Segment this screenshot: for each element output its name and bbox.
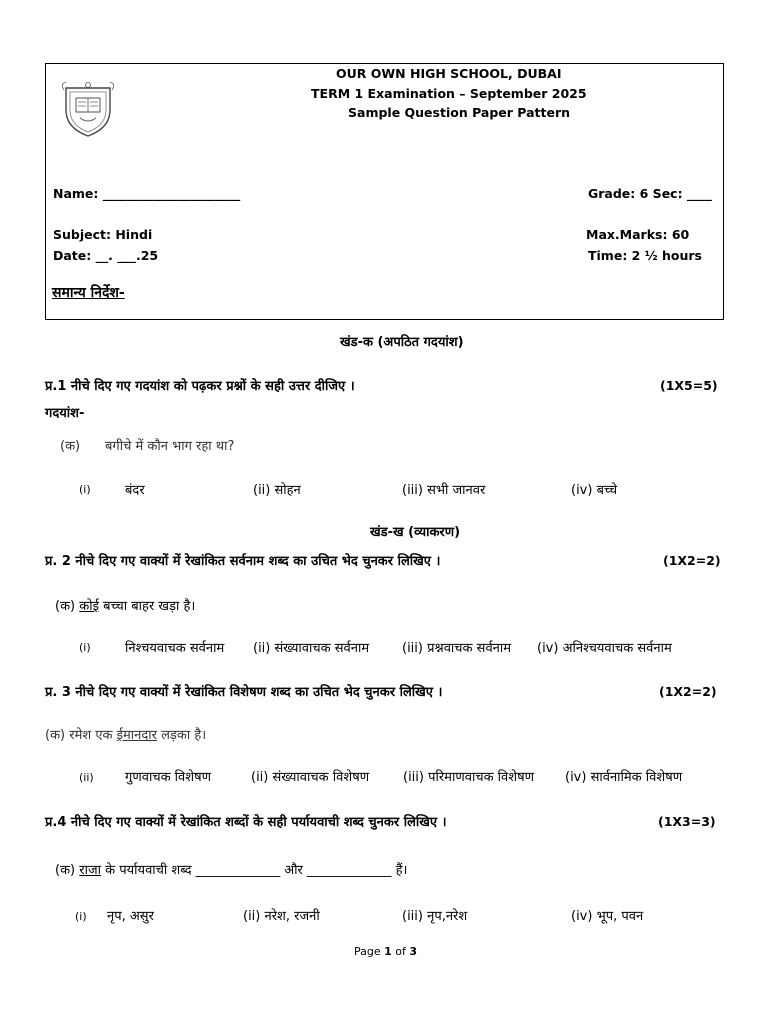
question-4-text: प्र.4 नीचे दिए गए वाक्यों में रेखांकित शब्दों के सही पर्यायवाची शब्द चुनकर लिखिए ।	[45, 815, 447, 830]
question-3-marks: (1X2=2)	[659, 684, 717, 699]
q4-option-i: नृप, असुर	[107, 909, 154, 924]
q2-option-iii: (iii) प्रश्नवाचक सर्वनाम	[402, 641, 512, 656]
page-of: of	[395, 945, 406, 958]
q4-sub-prefix: (क)	[55, 863, 76, 878]
section-b-title: खंड-ख (व्याकरण)	[370, 525, 461, 540]
q2-sub-rest: बच्चा बाहर खड़ा है।	[103, 599, 196, 614]
question-2-marks: (1X2=2)	[663, 553, 721, 568]
q1-option-iv: (iv) बच्चे	[571, 483, 618, 498]
q4-underlined-word: राजा	[79, 863, 101, 878]
max-marks: Max.Marks: 60	[586, 227, 690, 242]
page-prefix: Page	[354, 945, 381, 958]
q3-option-ii: (ii) संख्यावाचक विशेषण	[251, 770, 370, 785]
page-current: 1	[384, 945, 392, 958]
school-name: OUR OWN HIGH SCHOOL, DUBAI	[336, 66, 562, 81]
q2-option-ii: (ii) संख्यावाचक सर्वनाम	[253, 641, 370, 656]
q2-sub-question	[55, 596, 195, 614]
date-field: Date: __. ___.25	[53, 248, 159, 263]
section-a-title: खंड-क (अपठित गदयांश)	[340, 335, 464, 350]
q4-option-iv: (iv) भूप, पवन	[571, 909, 644, 924]
question-1-text: प्र.1 नीचे दिए गए गदयांश को पढ़कर प्रश्नों के सही उत्तर दीजिए ।	[45, 379, 355, 394]
page-number	[354, 945, 417, 958]
page-total: 3	[409, 945, 418, 958]
q3-option-i: गुणवाचक विशेषण	[125, 770, 212, 785]
q2-option-i-label: (i)	[79, 641, 91, 654]
subject-field: Subject: Hindi	[53, 227, 153, 242]
q3-sub-question	[45, 725, 206, 743]
q4-sub-rest: के पर्यायवाची शब्द _____________ और _____________ हैं।	[105, 863, 408, 878]
question-4-marks: (1X3=3)	[658, 814, 716, 829]
q1-sub-question: बगीचे में कौन भाग रहा था?	[105, 439, 235, 454]
q1-option-ii: (ii) सोहन	[253, 483, 301, 498]
q2-sub-prefix: (क)	[55, 599, 76, 614]
q1-option-i: बंदर	[125, 483, 145, 498]
paper-pattern: Sample Question Paper Pattern	[348, 105, 571, 120]
general-instructions: समान्य निर्देश-	[52, 285, 125, 301]
q2-underlined-word: कोई	[79, 599, 100, 614]
q4-sub-question	[55, 860, 407, 878]
q4-option-iii: (iii) नृप,नरेश	[402, 909, 468, 924]
q3-option-iv: (iv) सार्वनामिक विशेषण	[565, 770, 683, 785]
q1-option-i-label: (i)	[79, 483, 91, 496]
q2-option-iv: (iv) अनिश्चयवाचक सर्वनाम	[537, 641, 672, 656]
question-3-text: प्र. 3 नीचे दिए गए वाक्यों में रेखांकित विशेषण शब्द का उचित भेद चुनकर लिखिए ।	[45, 685, 443, 700]
time-field: Time: 2 ½ hours	[588, 248, 702, 263]
name-field: Name: ______________________	[53, 186, 241, 201]
q3-sub-prefix: (क) रमेश एक	[45, 728, 113, 743]
grade-field: Grade: 6 Sec: ____	[588, 186, 712, 201]
q1-option-iii: (iii) सभी जानवर	[402, 483, 486, 498]
exam-title: TERM 1 Examination – September 2025	[311, 86, 587, 101]
q3-option-iii: (iii) परिमाणवाचक विशेषण	[403, 770, 535, 785]
q4-option-ii: (ii) नरेश, रजनी	[243, 909, 320, 924]
question-2-text: प्र. 2 नीचे दिए गए वाक्यों में रेखांकित सर्वनाम शब्द का उचित भेद चुनकर लिखिए ।	[45, 554, 441, 569]
q3-underlined-word: ईमानदार	[116, 728, 157, 743]
q2-option-i: निश्चयवाचक सर्वनाम	[125, 641, 225, 656]
question-1-marks: (1X5=5)	[660, 378, 718, 393]
q1-sub-label: (क)	[60, 439, 81, 454]
q4-option-i-label: (i)	[75, 910, 87, 923]
q3-sub-rest: लड़का है।	[161, 728, 207, 743]
school-logo	[60, 80, 116, 138]
q3-option-i-label: (ii)	[79, 771, 94, 784]
passage-label: गदयांश-	[45, 406, 85, 421]
